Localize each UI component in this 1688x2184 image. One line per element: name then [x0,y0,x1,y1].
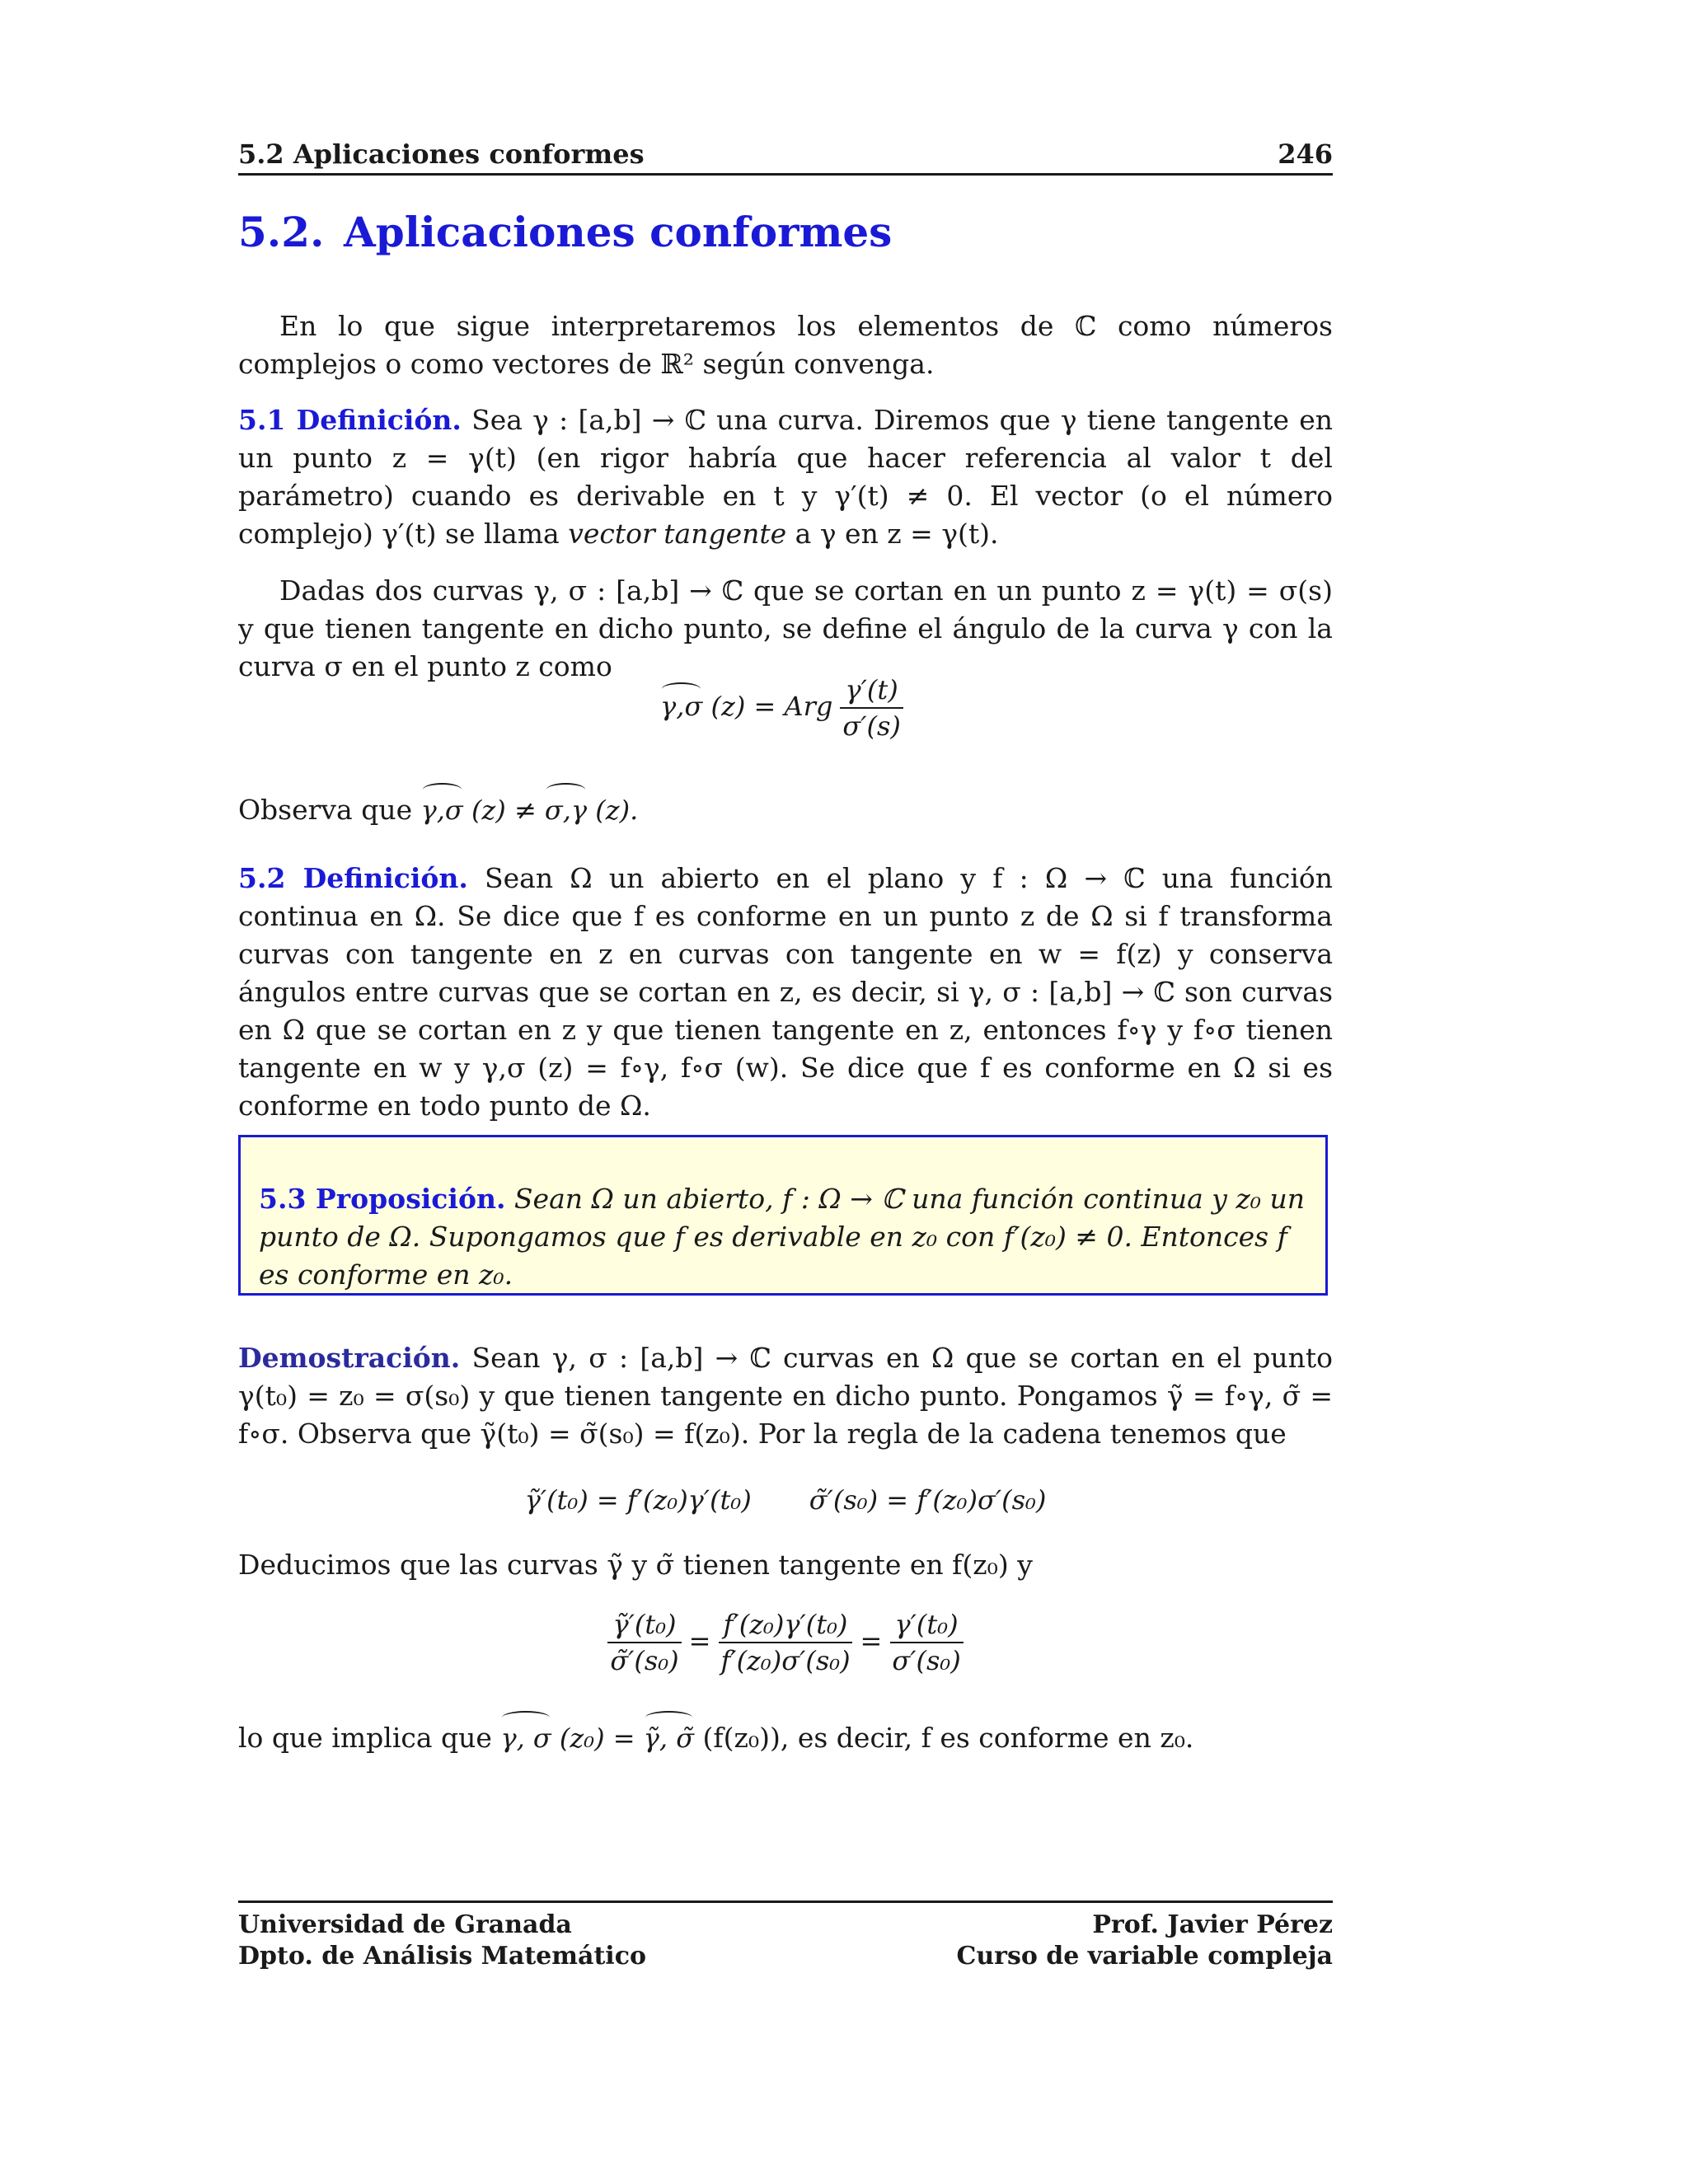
proposition-text: Sean Ω un abierto, f : Ω → ℂ una función continua y z₀ un punto de Ω. Supongamos que f es derivable en z₀ con f′(z₀) ≠ 0. Entonces f es conforme en z₀. [259,1183,1306,1291]
definition-text: Sea γ : [a,b] → ℂ una curva. Diremos que γ tiene tangente en un punto z = γ(t) (en rigor habría que hacer referencia al valor t del parámetro) cuando es derivable en t y γ′(t) ≠ 0. El vector (o el número complejo) γ′(t) se llama [238,404,1334,550]
equation-gamma: γ̃′(t₀) = f′(z₀)γ′(t₀) [524,1484,752,1516]
definition-text-end: a γ en z = γ(t). [786,518,999,550]
footer-course: Curso de variable compleja [956,1942,1333,1971]
chain-rule-equations [238,1483,1333,1516]
fraction-numerator: γ′(t) [840,673,903,709]
proof-text: Sean γ, σ : [a,b] → ℂ curvas en Ω que se cortan en el punto γ(t₀) = z₀ = σ(s₀) y que tienen tangente en dicho punto. Pongamos γ̃ = f∘γ, σ̃ = f∘σ. Observa que γ̃(t₀) = σ̃(s₀) = f(z₀). Por la regla de la cadena tenemos que [238,1342,1333,1450]
footer-author: Prof. Javier Pérez [1092,1910,1333,1939]
angle-fraction [837,673,906,743]
page-number: 246 [1278,138,1333,170]
footer-left [238,1910,646,1972]
definition-label: 5.2 Definición. [238,862,468,894]
angle-lhs: γ,σ [660,682,702,722]
equals-sign: = [688,1625,711,1657]
definition-5-2 [238,860,1333,1125]
emphasis-term: vector tangente [568,518,787,550]
section-heading [238,208,892,256]
observation-line [238,783,1333,829]
equals-sign: = [860,1625,883,1657]
conclusion-line [238,1711,1333,1757]
proof-label: Demostración. [238,1342,461,1374]
ratio-equation [238,1607,1333,1678]
definition-text: Sean Ω un abierto en el plano y f : Ω → ℂ una función continua en Ω. Se dice que f es conforme en un punto z de Ω si f transforma curvas con tangente en z en curvas con tangente en w = f(z) y conserva ángulos entre curvas que se cortan en z, es decir, si γ, σ : [a,b] → ℂ son curvas en Ω que se cortan en z y que tienen tangente en z, entonces f∘γ y f∘σ tienen tangente en w y γ,σ (z) = f∘γ, f∘σ (w). Se dice que f es conforme en Ω si es conforme en todo punto de Ω. [238,862,1334,1122]
intro-paragraph: En lo que sigue interpretaremos los elementos de ℂ como números complejos o como vectores de ℝ² según convenga. [238,310,1333,380]
fraction-numerator: γ̃′(t₀) [607,1607,681,1643]
fraction-numerator: f′(z₀)γ′(t₀) [719,1607,853,1643]
fraction-2 [715,1607,855,1678]
proposition-5-3 [259,1180,1314,1294]
fraction-denominator: σ′(s₀) [892,1645,961,1676]
definition-label: 5.1 Definición. [238,404,462,436]
footer-right [956,1910,1333,1972]
angle-tilde-gamma-sigma: γ̃, σ̃ [644,1711,694,1757]
section-title: Aplicaciones conformes [344,208,893,256]
definition-5-1 [238,401,1333,553]
conclusion-end: (f(z₀)), es decir, f es conforme en z₀. [694,1722,1194,1754]
angle-definition-paragraph: Dadas dos curvas γ, σ : [a,b] → ℂ que se cortan en un punto z = γ(t) = σ(s) y que tienen tangente en dicho punto, se define el ángulo de la curva γ con la curva σ en el punto z como [238,574,1333,682]
page-footer [238,1900,1333,1972]
fraction-denominator: σ′(s) [842,710,901,742]
deduction-line: Deducimos que las curvas γ̃ y σ̃ tienen tangente en f(z₀) y [238,1549,1033,1581]
equation-sigma: σ̃′(s₀) = f′(z₀)σ′(s₀) [809,1484,1047,1516]
fraction-numerator: γ′(t₀) [890,1607,964,1643]
footer-university: Universidad de Granada [238,1910,572,1939]
angle-formula [238,673,1333,743]
observation-end: (z). [587,794,639,826]
proof-paragraph [238,1339,1333,1453]
proposition-box [238,1135,1328,1296]
fraction-denominator: f′(z₀)σ′(s₀) [720,1645,851,1676]
running-header [238,130,1333,176]
observation-prefix: Observa que [238,794,421,826]
angle-gamma-sigma: γ, σ [500,1711,551,1757]
not-equal-text: (z) ≠ [462,794,545,826]
conclusion-mid: (z₀) = [551,1722,644,1754]
angle-gamma-sigma: γ,σ [421,783,463,829]
fraction-denominator: σ̃′(s₀) [610,1645,679,1676]
fraction-3 [887,1607,965,1678]
proposition-label: 5.3 Proposición. [259,1183,506,1215]
angle-mid: (z) = Arg [702,691,833,722]
header-section-title: 5.2 Aplicaciones conformes [238,138,645,170]
conclusion-prefix: lo que implica que [238,1722,501,1754]
footer-department: Dpto. de Análisis Matemático [238,1942,646,1971]
section-number: 5.2. [238,208,325,256]
fraction-1 [605,1607,683,1678]
angle-sigma-gamma: σ,γ [545,783,587,829]
